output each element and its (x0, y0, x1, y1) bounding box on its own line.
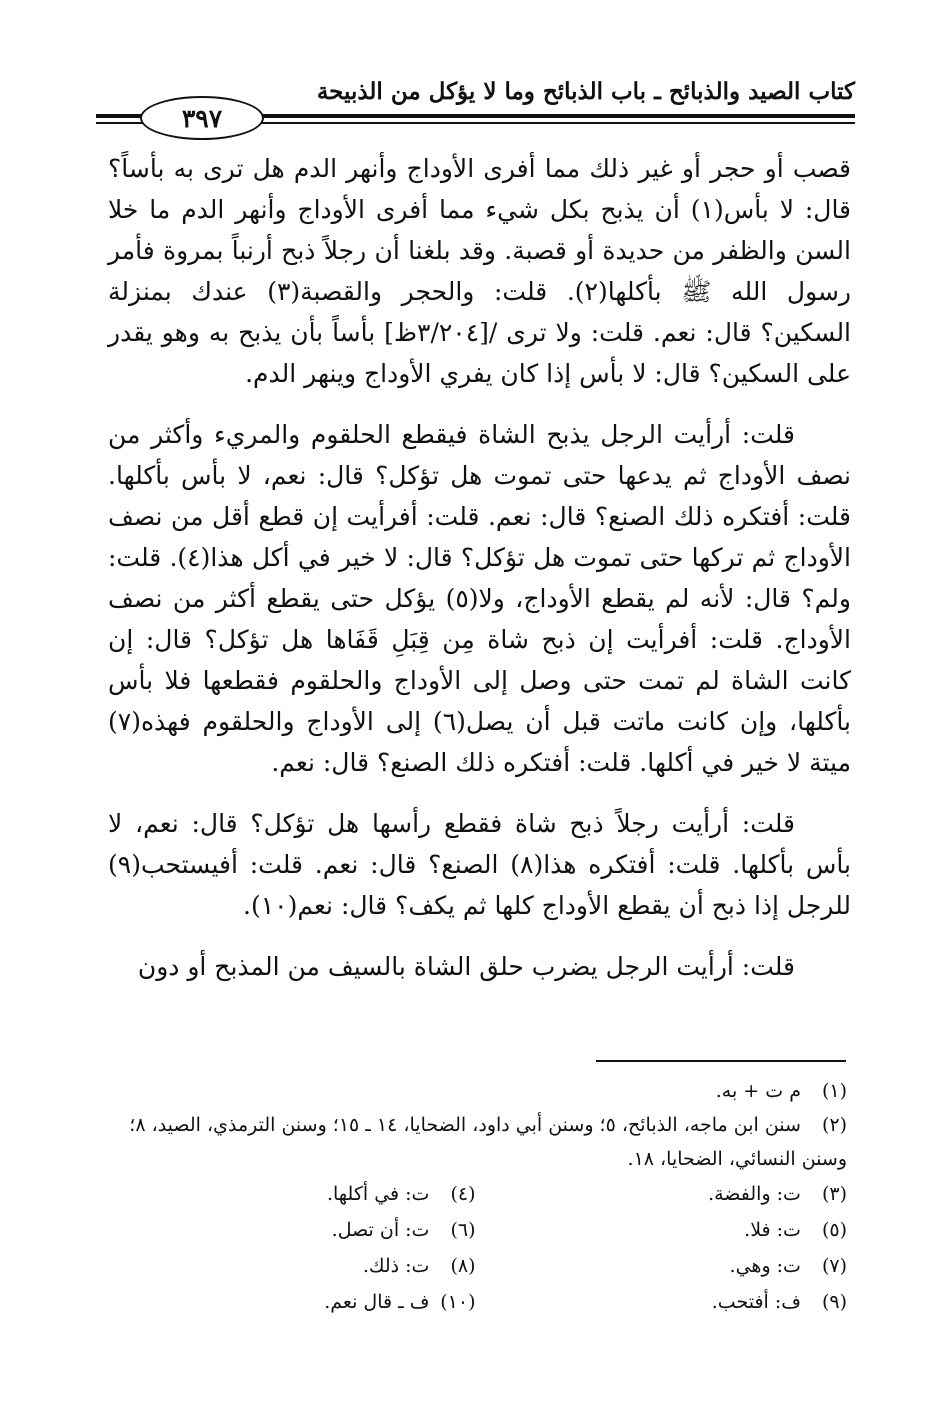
footnote-grid (104, 1176, 847, 1320)
footnote (476, 1248, 848, 1284)
footnote-text: ت: فلا. (744, 1219, 801, 1241)
paragraph: قلت: أرأيت رجلاً ذبح شاة فقطع رأسها هل تؤكل؟ قال: نعم، لا بأس بأكلها. قلت: أفتكره هذا(٨) الصنع؟ قال: نعم. قلت: أفيستحب(٩) للرجل إذا ذبح أن يقطع الأوداج كلها ثم يكف؟ قال: نعم(١٠). (108, 809, 851, 920)
footnote (104, 1284, 476, 1320)
footnote-text: ت: في أكلها. (326, 1183, 430, 1205)
footnote-text: ت: وهي. (729, 1255, 801, 1277)
paragraph: قلت: أرأيت الرجل يضرب حلق الشاة بالسيف من المذبح أو دون (137, 952, 795, 981)
footnote-number: (٢) (821, 1114, 847, 1136)
footnote (476, 1176, 848, 1212)
footnote (476, 1212, 848, 1248)
main-text (108, 148, 851, 1007)
footnote-number: (٣) (821, 1183, 847, 1205)
footnote-text: ف ـ قال نعم. (324, 1291, 430, 1313)
footnote (104, 1074, 847, 1108)
footnote (104, 1212, 476, 1248)
footnote-text: سنن ابن ماجه، الذبائح، ٥؛ وسنن أبي داود، الضحايا، ١٤ ـ ١٥؛ وسنن الترمذي، الصيد، ٨؛ وسنن النسائي، الضحايا، ١٨. (129, 1114, 847, 1170)
footnote (476, 1284, 848, 1320)
footnote-number: (٧) (821, 1255, 847, 1277)
footnote-number: (٩) (821, 1291, 847, 1313)
footnote (104, 1248, 476, 1284)
page-number-badge (140, 96, 264, 140)
paragraph: قلت: أرأيت الرجل يذبح الشاة فيقطع الحلقوم والمريء وأكثر من نصف الأوداج ثم يدعها حتى تموت هل تؤكل؟ قال: نعم، لا بأس بأكلها. قلت: أفتكره ذلك الصنع؟ قال: نعم. قلت: أفرأيت إن قطع أقل من نصف الأوداج ثم تركها حتى تموت هل تؤكل؟ قال: لا خير في أكل هذا(٤). قلت: ولم؟ قال: لأنه لم يقطع الأوداج، ولا(٥) يؤكل حتى يقطع أكثر من نصف الأوداج. قلت: أفرأيت إن ذبح شاة مِن قِبَلِ قَفَاها هل تؤكل؟ قال: إن كانت الشاة لم تمت حتى وصل إلى الأوداج والحلقوم فقطعها فلا بأس بأكلها، وإن كانت ماتت قبل أن يصل(٦) إلى الأوداج والحلقوم فهذه(٧) ميتة لا خير في أكلها. قلت: أفتكره ذلك الصنع؟ قال: نعم. (108, 420, 851, 777)
footnote-number: (٦) (450, 1219, 476, 1241)
footnote-text: م ت + به. (715, 1080, 801, 1102)
footnote-text: ت: والفضة. (708, 1183, 801, 1205)
footnote-separator (596, 1060, 846, 1062)
footnote (104, 1108, 847, 1176)
footnote-text: ف: أفتحب. (711, 1291, 801, 1313)
footnote-text: ت: ذلك. (362, 1255, 430, 1277)
paragraph: قصب أو حجر أو غير ذلك مما أفرى الأوداج وأنهر الدم هل ترى به بأساً؟ قال: لا بأس(١) أن يذبح بكل شيء مما أفرى الأوداج وأنهر الدم ما خلا السن والظفر من حديدة أو قصبة. وقد بلغنا أن رجلاً ذبح أرنباً بمروة فأمر رسول الله ﷺ بأكلها(٢). قلت: والحجر والقصبة(٣) عندك بمنزلة السكين؟ قال: نعم. قلت: ولا ترى /[٣/٢٠٤ظ] بأساً بأن يذبح به وهو يقدر على السكين؟ قال: لا بأس إذا كان يفري الأوداج وينهر الدم. (108, 154, 852, 388)
footnote-number: (٤) (450, 1183, 476, 1205)
footnote-number: (٥) (821, 1219, 847, 1241)
running-title: كتاب الصيد والذبائح ـ باب الذبائح وما لا يؤكل من الذبيحة (316, 78, 855, 105)
footnote-number: (١) (821, 1080, 847, 1102)
footnote (104, 1176, 476, 1212)
page-header (96, 76, 855, 136)
footnotes (104, 1074, 847, 1320)
footnote-number: (١٠) (440, 1291, 476, 1313)
footnote-number: (٨) (450, 1255, 476, 1277)
footnote-text: ت: أن تصل. (331, 1219, 430, 1241)
page-number: ٣٩٧ (181, 103, 223, 133)
